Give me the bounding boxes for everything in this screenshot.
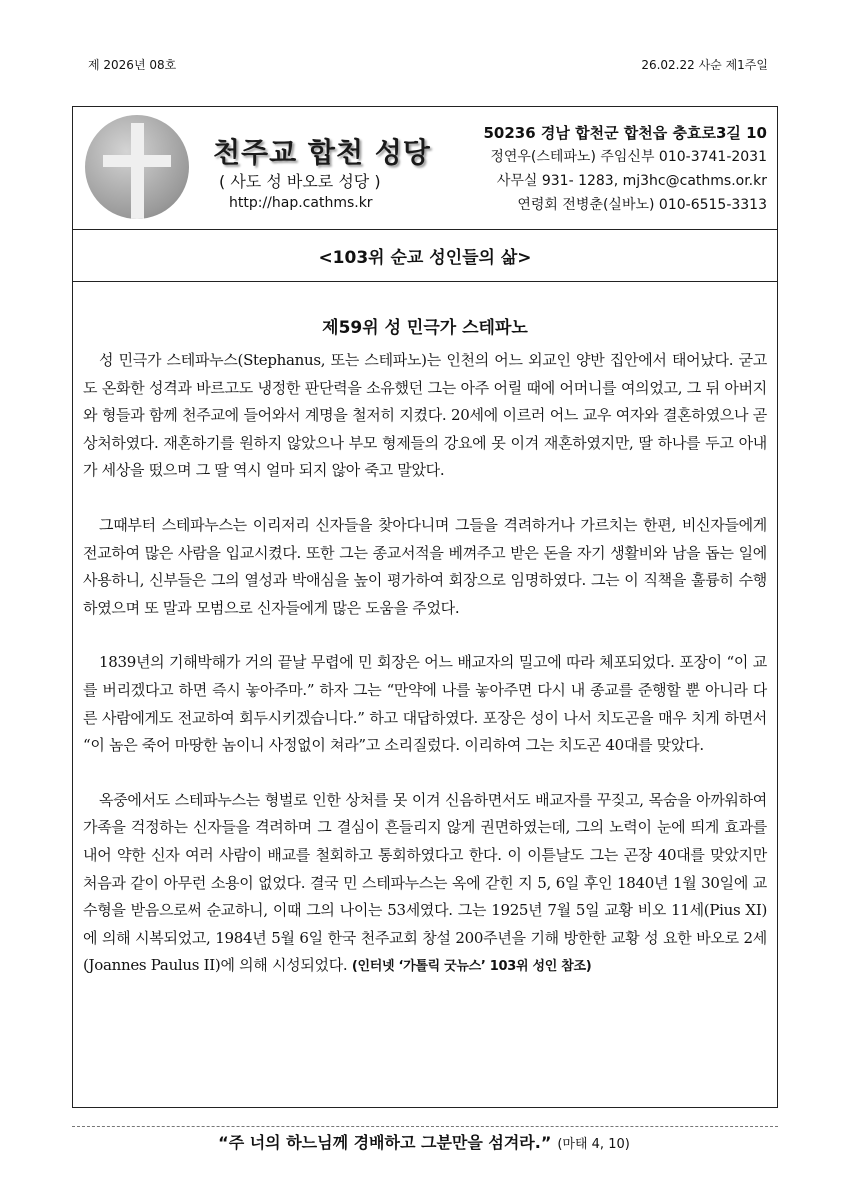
issue-number: 제 2026년 08호	[88, 58, 177, 72]
article-title: 제59위 성 민극가 스테파노	[322, 318, 528, 338]
series-title: <103위 순교 성인들의 삶>	[318, 248, 532, 268]
series-heading-row	[73, 229, 777, 282]
footer-quote: “주 너의 하느님께 경배하고 그분만을 섬겨라.”	[218, 1133, 552, 1152]
paragraph: 1839년의 기해박해가 거의 끝날 무렵에 민 회장은 어느 배교자의 밀고에 따라 체포되었다. 포장이 “이 교를 버리겠다고 하면 즉시 놓아주마.” 하자 그는 “만약에 나를 놓아주면 다시 내 종교를 준행할 뿐 아니라 다른 사람에게도 전교하여 회두시키겠습니다.” 하고 대답하였다. 포장은 성이 나서 치도곤을 매우 치게 하면서 “이 놈은 죽어 마땅한 놈이니 사정없이 쳐라”고 소리질렀다. 이리하여 그는 치도곤 40대를 맞았다.	[83, 653, 767, 755]
paragraph-last	[83, 787, 767, 981]
church-url: http://hap.cathms.kr	[229, 195, 373, 211]
cross-logo-icon	[85, 115, 189, 219]
footer	[0, 1130, 848, 1153]
church-address: 50236 경남 합천군 합천읍 충효로3길 10	[483, 124, 767, 142]
office-contact: 사무실 931- 1283, mj3hc@cathms.or.kr	[496, 173, 767, 189]
issue-date: 26.02.22 사순 제1주일	[641, 58, 768, 72]
paragraph-text: 옥중에서도 스테파누스는 형벌로 인한 상처를 못 이겨 신음하면서도 배교자를 꾸짖고, 목숨을 아까워하여 가족을 걱정하는 신자들을 격려하며 그 결심이 흔들리지 않게 권면하였는데, 그의 노력이 눈에 띄게 효과를 내어 약한 신자 여러 사람이 배교를 철회하고 통회하였다고 한다. 이 이튿날도 그는 곤장 40대를 맞았지만 처음과 같이 아무런 소용이 없었다. 결국 민 스테파누스는 옥에 갇힌 지 5, 6일 후인 1840년 1월 30일에 교수형을 받음으로써 순교하니, 이때 그의 나이는 53세였다. 그는 1925년 7월 5일 교황 비오 11세(Pius XI)에 의해 시복되었고, 1984년 5월 6일 한국 천주교회 창설 200주년을 기해 방한한 교황 성 요한 바오로 2세(Joannes Paulus II)에 의해 시성되었다.	[83, 790, 767, 975]
bulletin-frame	[72, 106, 778, 1108]
footer-reference: (마태 4, 10)	[557, 1137, 630, 1152]
paragraph: 그때부터 스테파누스는 이리저리 신자들을 찾아다니며 그들을 격려하거나 가르치는 한편, 비신자들에게 전교하여 많은 사람을 입교시켰다. 또한 그는 종교서적을 베껴주고 받은 돈을 자기 생활비와 남을 돕는 일에 사용하니, 신부들은 그의 열성과 박애심을 높이 평가하여 회장으로 임명하였다. 그는 이 직책을 훌륭히 수행하였으며 또 말과 모범으로 신자들에게 많은 도움을 주었다.	[83, 515, 767, 617]
priest-contact: 정연우(스테파노) 주임신부 010-3741-2031	[490, 149, 767, 165]
church-subtitle: ( 사도 성 바오로 성당 )	[219, 172, 381, 191]
source-note: (인터넷 ‘가톨릭 굿뉴스’ 103위 성인 참조)	[351, 959, 592, 975]
article-body	[83, 347, 767, 981]
contact-info	[484, 121, 768, 217]
footer-divider	[72, 1126, 778, 1127]
paragraph: 성 민극가 스테파누스(Stephanus, 또는 스테파노)는 인천의 어느 외교인 양반 집안에서 태어났다. 굳고도 온화한 성격과 바르고도 냉정한 판단력을 소유했던 그는 아주 어릴 때에 어머니를 여의었고, 그 뒤 아버지와 형들과 함께 천주교에 들어와서 계명을 철저히 지켰다. 20세에 이르러 어느 교우 여자와 결혼하였으나 곧 상처하였다. 재혼하기를 원하지 않았으나 부모 형제들의 강요에 못 이겨 재혼하였지만, 딸 하나를 두고 아내가 세상을 떴으며 그 딸 역시 얼마 되지 않아 죽고 말았다.	[83, 351, 767, 480]
church-name: 천주교 합천 성당	[213, 136, 431, 169]
church-header	[73, 107, 777, 230]
council-contact: 연령회 전병춘(실바노) 010-6515-3313	[517, 197, 767, 213]
